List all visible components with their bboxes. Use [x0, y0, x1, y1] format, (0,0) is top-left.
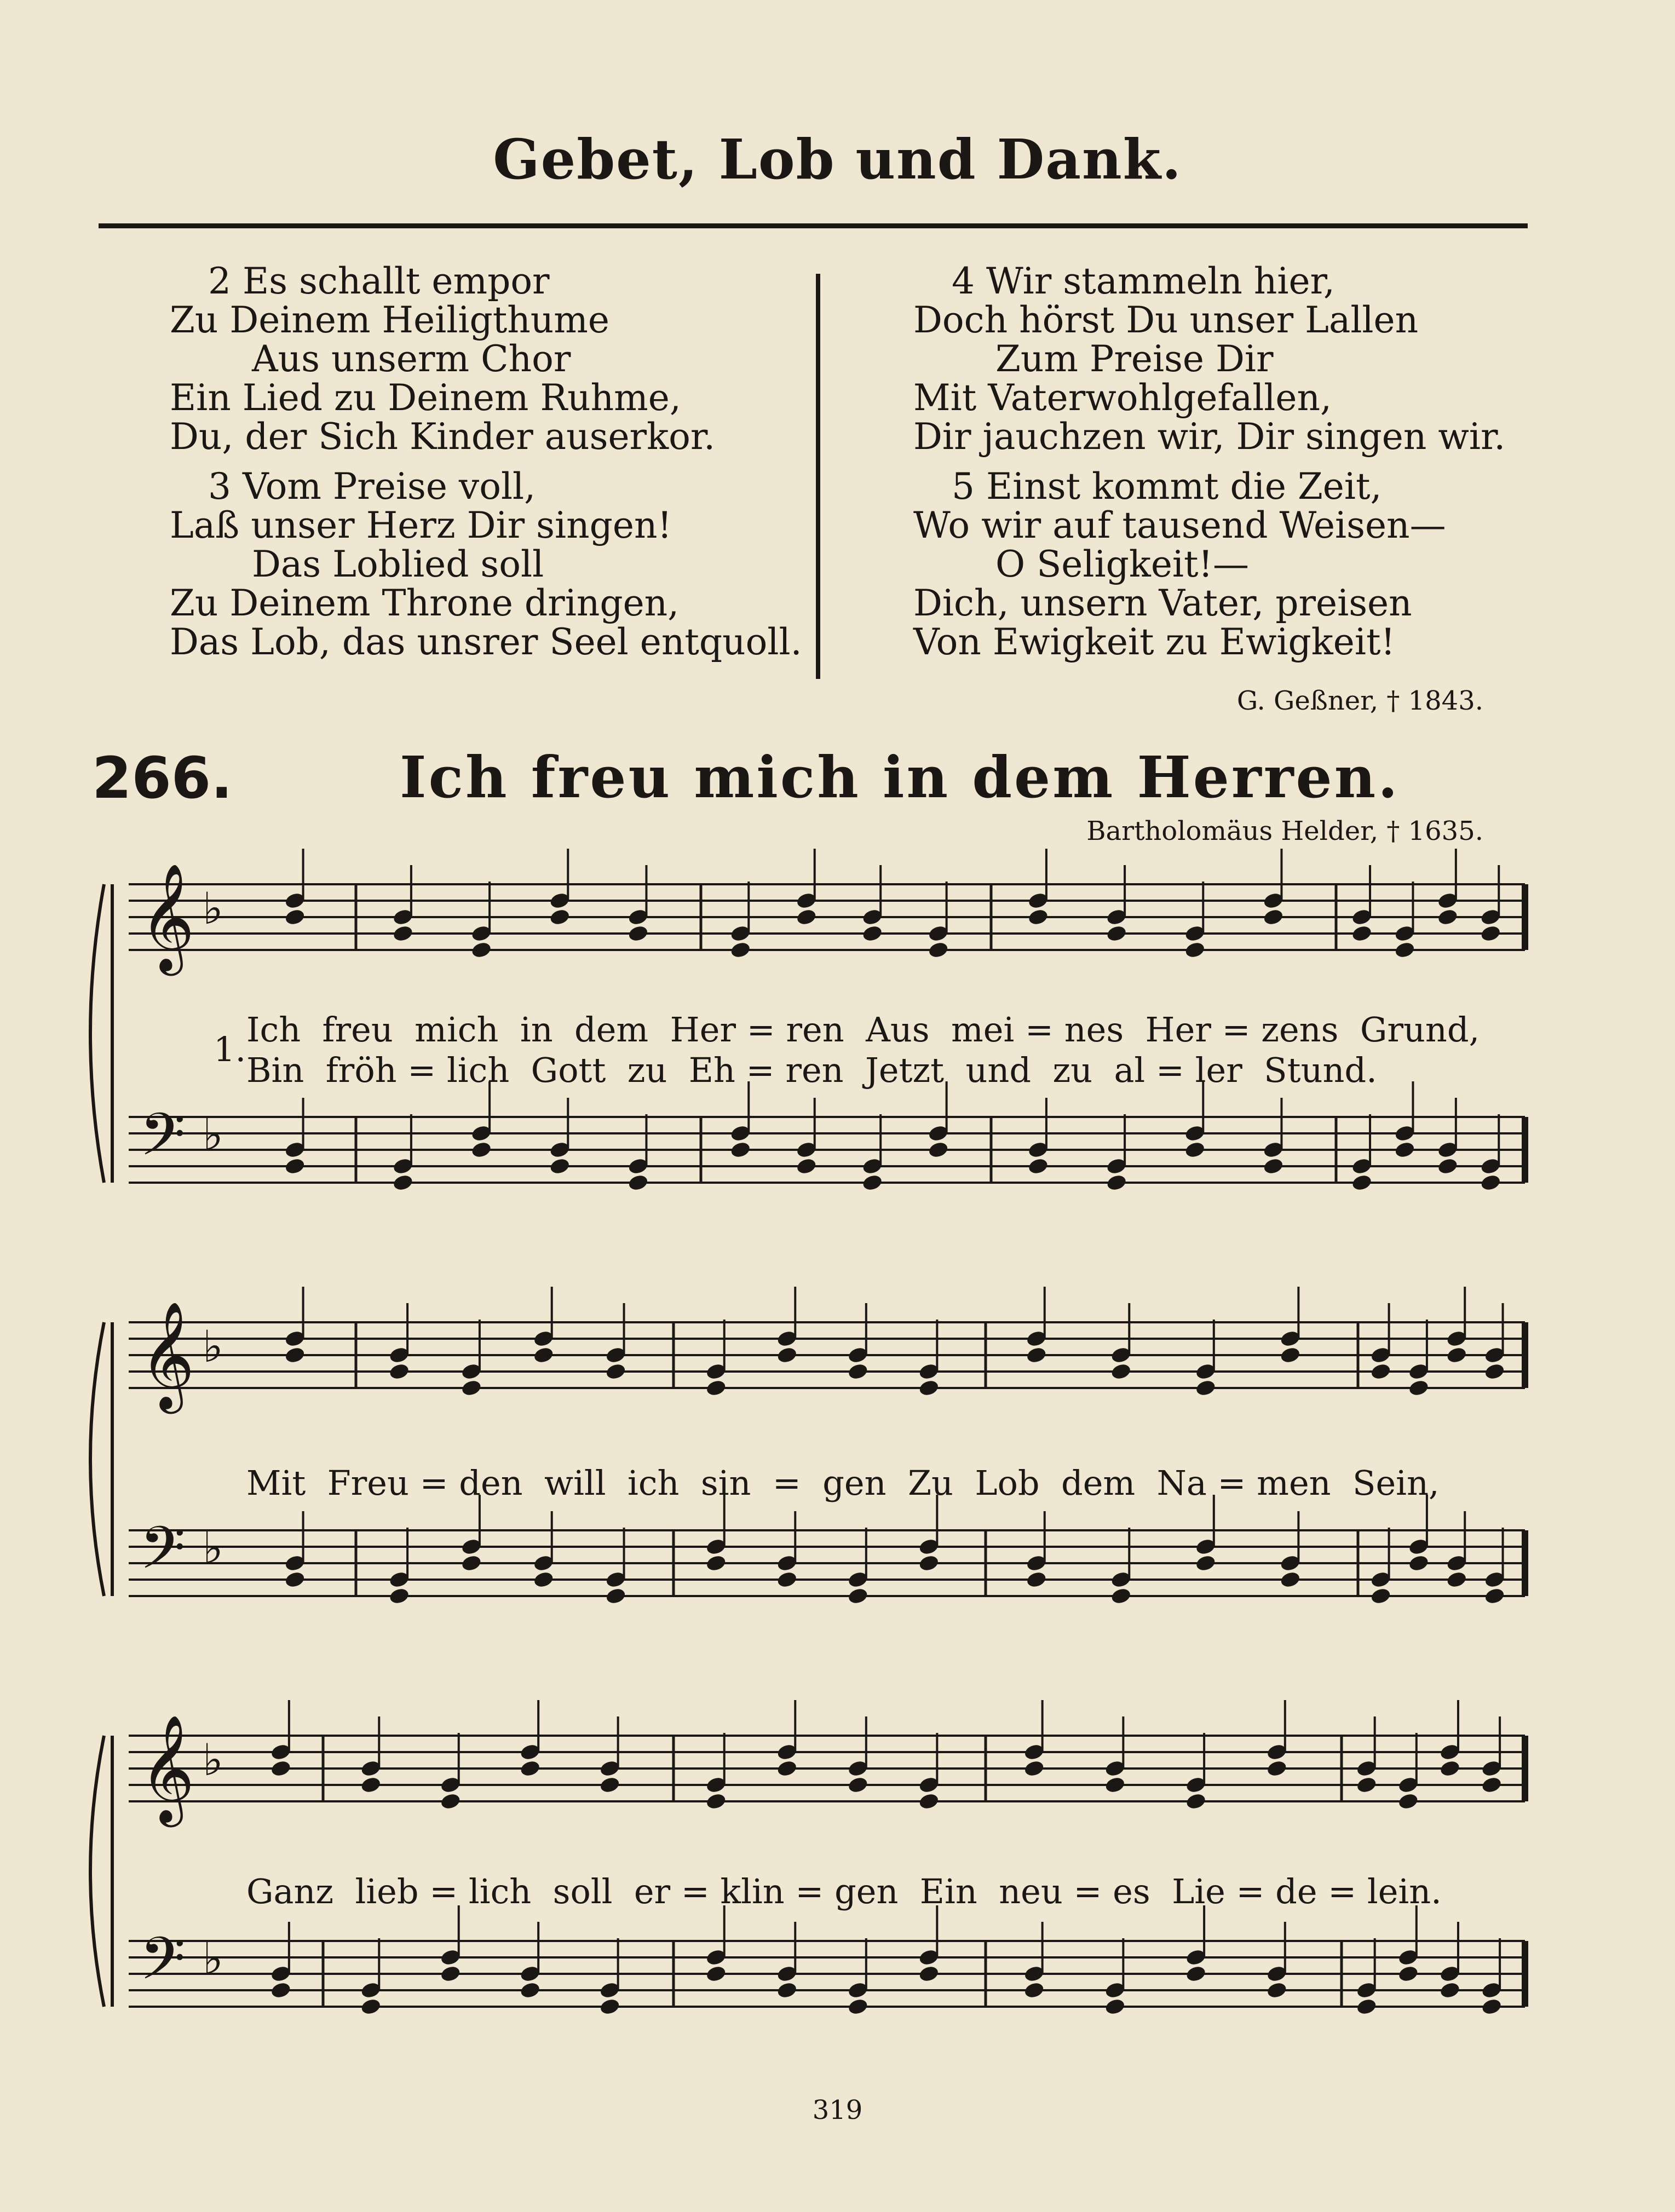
flat-key-signature-icon: ♭ — [203, 883, 223, 934]
flat-key-signature-icon: ♭ — [203, 1735, 223, 1785]
note-head — [461, 1379, 482, 1397]
note-head — [1184, 1140, 1206, 1159]
note-head — [549, 908, 571, 926]
system-brace — [90, 1736, 104, 2007]
system-brace — [90, 1322, 104, 1596]
treble-clef-icon: 𝄞 — [140, 1301, 195, 1409]
note-head — [1356, 1776, 1378, 1794]
hymn-number: 266. — [92, 745, 233, 811]
stanza-line: 2 Es schallt empor — [208, 260, 550, 302]
note-head — [1437, 1157, 1459, 1176]
note-head — [599, 1776, 621, 1794]
note-head — [284, 1346, 306, 1364]
note-head — [918, 1965, 940, 1983]
note-head — [1481, 1776, 1503, 1794]
flat-key-signature-icon: ♭ — [203, 1109, 223, 1160]
note-head — [1351, 1173, 1373, 1192]
stanza-line: Dir jauchzen wir, Dir singen wir. — [913, 416, 1506, 458]
note-head — [1023, 1981, 1045, 2000]
note-head — [1394, 1140, 1415, 1159]
note-head — [1266, 1759, 1288, 1778]
note-head — [1370, 1587, 1392, 1605]
note-head — [470, 941, 492, 959]
flat-key-signature-icon: ♭ — [203, 1933, 223, 1984]
note-head — [1446, 1346, 1467, 1364]
note-head — [861, 1173, 883, 1192]
stanza-line: Aus unserm Chor — [252, 338, 571, 380]
lyric-line-2: Bin fröh = lich Gott zu Eh = ren Jetzt und zu al = ler Stund. — [246, 1050, 1377, 1090]
lyric-line-4: Ganz lieb = lich soll er = klin = gen Ein neu = es Lie = de = lein. — [246, 1871, 1442, 1911]
note-head — [605, 1362, 626, 1381]
page-number: 319 — [812, 2095, 863, 2125]
note-head — [270, 1981, 292, 2000]
treble-clef-icon: 𝄞 — [140, 863, 195, 971]
note-head — [605, 1587, 626, 1605]
note-head — [705, 1792, 727, 1811]
note-head — [1279, 1346, 1301, 1364]
note-head — [1351, 924, 1373, 943]
note-head — [519, 1759, 541, 1778]
stanza-line: Doch hörst Du unser Lallen — [913, 299, 1419, 341]
note-head — [705, 1965, 727, 1983]
verse-number: 1. — [214, 1029, 246, 1069]
note-head — [1104, 1776, 1126, 1794]
note-head — [388, 1587, 410, 1605]
note-head — [847, 1776, 869, 1794]
note-head — [1106, 1173, 1127, 1192]
note-head — [470, 1140, 492, 1159]
note-head — [284, 1157, 306, 1176]
note-head — [1185, 1965, 1207, 1983]
stanza-line: Von Ewigkeit zu Ewigkeit! — [913, 621, 1396, 663]
note-head — [1185, 1792, 1207, 1811]
lyric-line-3: Mit Freu = den will ich sin = gen Zu Lob dem Na = men Sein, — [246, 1463, 1440, 1503]
stanza-line: Zu Deinem Heiligthume — [170, 299, 609, 341]
note-head — [1480, 924, 1501, 943]
note-head — [1027, 908, 1049, 926]
stanza-line: 5 Einst kommt die Zeit, — [952, 465, 1382, 508]
stanza-line: O Seligkeit!— — [995, 543, 1250, 585]
note-head — [1437, 908, 1459, 926]
note-head — [1356, 1997, 1378, 2016]
note-head — [1195, 1554, 1217, 1572]
note-head — [627, 924, 649, 943]
note-head — [1397, 1965, 1419, 1983]
note-head — [1408, 1554, 1430, 1572]
note-head — [1023, 1759, 1045, 1778]
note-head — [1262, 908, 1284, 926]
hymn-title: Ich freu mich in dem Herren. — [400, 744, 1400, 811]
running-head: Gebet, Lob und Dank. — [493, 127, 1182, 192]
note-head — [928, 941, 949, 959]
stanza-number: 5 — [952, 465, 975, 508]
note-head — [1370, 1362, 1392, 1381]
note-head — [533, 1570, 555, 1589]
flat-key-signature-icon: ♭ — [203, 1523, 223, 1574]
note-head — [440, 1965, 462, 1983]
note-head — [627, 1173, 649, 1192]
note-head — [1026, 1570, 1047, 1589]
note-head — [1279, 1570, 1301, 1589]
stanza-line: Laß unser Herz Dir singen! — [170, 504, 672, 546]
stanza-line: Das Lob, das unsrer Seel entquoll. — [170, 621, 802, 663]
note-head — [861, 924, 883, 943]
note-head — [796, 1157, 818, 1176]
system-brace — [90, 884, 104, 1183]
note-head — [270, 1759, 292, 1778]
note-head — [1106, 924, 1127, 943]
note-head — [776, 1981, 798, 2000]
stanza-line: Dich, unsern Vater, preisen — [913, 582, 1412, 624]
note-head — [776, 1346, 798, 1364]
note-head — [1026, 1346, 1047, 1364]
note-head — [461, 1554, 482, 1572]
bass-clef-icon: 𝄢 — [140, 1513, 186, 1597]
note-head — [729, 1140, 751, 1159]
stanza-line: 3 Vom Preise voll, — [208, 465, 536, 508]
note-head — [918, 1379, 940, 1397]
stanza-line: 4 Wir stammeln hier, — [952, 260, 1335, 302]
note-head — [1483, 1587, 1505, 1605]
note-head — [392, 1173, 414, 1192]
bass-clef-icon: 𝄢 — [140, 1100, 186, 1183]
note-head — [360, 1997, 382, 2016]
note-head — [388, 1362, 410, 1381]
note-head — [847, 1997, 869, 2016]
note-head — [918, 1554, 940, 1572]
note-head — [549, 1157, 571, 1176]
note-head — [1262, 1157, 1284, 1176]
note-head — [360, 1776, 382, 1794]
note-head — [1110, 1362, 1132, 1381]
note-head — [1027, 1157, 1049, 1176]
note-head — [392, 924, 414, 943]
note-head — [1266, 1981, 1288, 2000]
note-head — [519, 1981, 541, 2000]
note-head — [1480, 1173, 1501, 1192]
note-head — [1104, 1997, 1126, 2016]
note-head — [729, 941, 751, 959]
stanza-line: Zum Preise Dir — [995, 338, 1274, 380]
flat-key-signature-icon: ♭ — [203, 1321, 223, 1372]
note-head — [847, 1587, 869, 1605]
note-head — [705, 1379, 727, 1397]
stanza-line: Wo wir auf tausend Weisen— — [913, 504, 1446, 546]
stanza-line: Das Loblied soll — [252, 543, 544, 585]
note-head — [1110, 1587, 1132, 1605]
stanza-line: Ein Lied zu Deinem Ruhme, — [170, 377, 681, 419]
note-head — [1483, 1362, 1505, 1381]
composer-attribution: Bartholomäus Helder, † 1635. — [1086, 816, 1483, 846]
note-head — [1439, 1981, 1461, 2000]
note-head — [284, 1570, 306, 1589]
note-head — [1439, 1759, 1461, 1778]
treble-clef-icon: 𝄞 — [140, 1714, 195, 1823]
note-head — [928, 1140, 949, 1159]
stanza-line: Du, der Sich Kinder auserkor. — [170, 416, 716, 458]
lyric-line-1: Ich freu mich in dem Her = ren Aus mei = nes Her = zens Grund, — [246, 1010, 1480, 1050]
note-head — [1394, 941, 1415, 959]
note-head — [284, 908, 306, 926]
note-head — [847, 1362, 869, 1381]
stanza-number: 3 — [208, 465, 231, 508]
note-head — [599, 1997, 621, 2016]
stanza-number: 4 — [952, 260, 975, 302]
note-head — [1397, 1792, 1419, 1811]
stanza-number: 2 — [208, 260, 231, 302]
stanza-line: Mit Vaterwohlgefallen, — [913, 377, 1332, 419]
note-head — [1408, 1379, 1430, 1397]
note-head — [776, 1759, 798, 1778]
note-head — [1446, 1570, 1467, 1589]
stanza-line: Zu Deinem Throne dringen, — [170, 582, 680, 624]
author-attribution: G. Geßner, † 1843. — [1236, 686, 1483, 716]
note-head — [705, 1554, 727, 1572]
note-head — [1481, 1997, 1503, 2016]
note-head — [796, 908, 818, 926]
note-head — [1184, 941, 1206, 959]
note-head — [1195, 1379, 1217, 1397]
note-head — [918, 1792, 940, 1811]
note-head — [533, 1346, 555, 1364]
note-head — [776, 1570, 798, 1589]
note-head — [440, 1792, 462, 1811]
bass-clef-icon: 𝄢 — [140, 1924, 186, 2007]
